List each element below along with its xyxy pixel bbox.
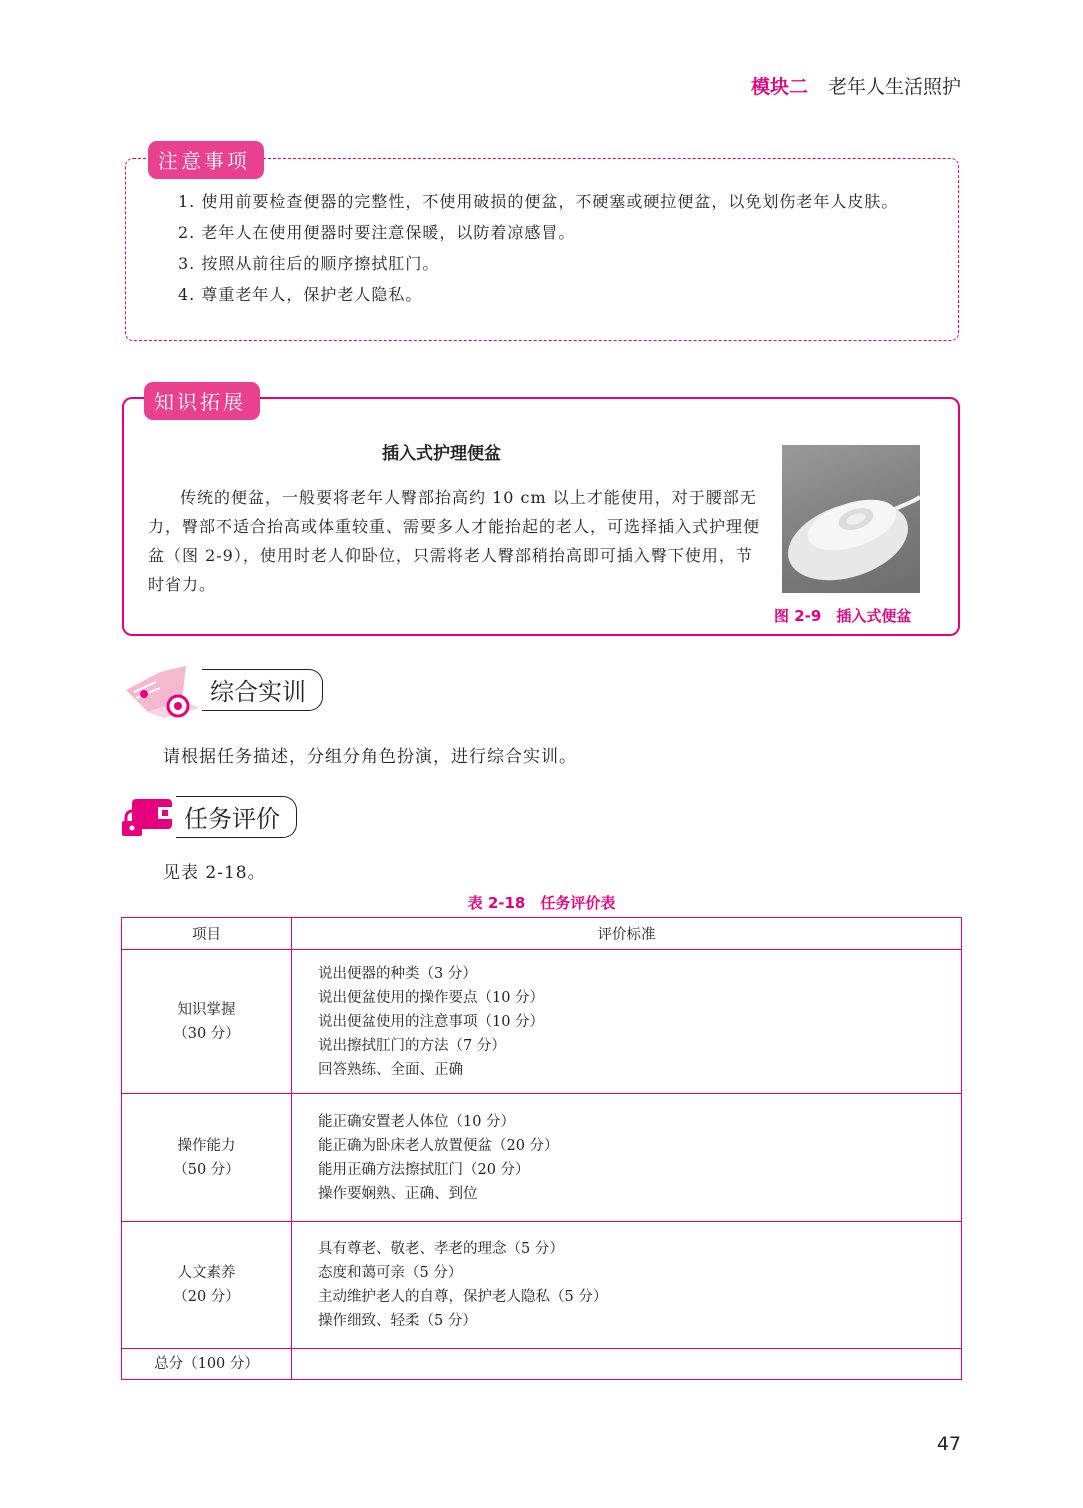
category-cell bbox=[122, 1094, 292, 1222]
total-label: 总分（100 分） bbox=[122, 1349, 292, 1380]
notice-item: 3. 按照从前往后的顺序擦拭肛门。 bbox=[178, 254, 440, 273]
knowledge-box bbox=[122, 390, 960, 636]
criterion: 说出擦拭肛门的方法（7 分） bbox=[318, 1037, 506, 1054]
category-name: 操作能力 bbox=[177, 1137, 236, 1154]
criterion: 说出便盆使用的注意事项（10 分） bbox=[318, 1013, 545, 1030]
notice-item: 4. 尊重老年人，保护老人隐私。 bbox=[178, 285, 423, 304]
notice-box bbox=[125, 149, 959, 341]
evaluation-table bbox=[121, 917, 962, 1380]
book-icon bbox=[120, 660, 206, 720]
knowledge-tag: 知识拓展 bbox=[144, 382, 260, 420]
category-name: 知识掌握 bbox=[177, 1001, 236, 1018]
table-header-row bbox=[122, 918, 962, 950]
criterion: 回答熟练、全面、正确 bbox=[318, 1061, 463, 1078]
section-heading-evaluation bbox=[120, 796, 297, 838]
criterion: 能正确安置老人体位（10 分） bbox=[318, 1113, 516, 1130]
table-row bbox=[122, 1094, 962, 1222]
total-value bbox=[292, 1349, 962, 1380]
criterion: 具有尊老、敬老、孝老的理念（5 分） bbox=[318, 1241, 564, 1257]
figure-caption: 图 2-9 插入式便盆 bbox=[774, 607, 912, 625]
notice-body bbox=[146, 186, 944, 310]
table-row bbox=[122, 1222, 962, 1349]
criteria-cell bbox=[292, 950, 962, 1094]
category-score: （30 分） bbox=[173, 1025, 240, 1042]
category-cell bbox=[122, 1222, 292, 1349]
header-title: 老年人生活照护 bbox=[827, 76, 961, 98]
criterion: 说出便器的种类（3 分） bbox=[318, 965, 477, 982]
criterion: 能正确为卧床老人放置便盆（20 分） bbox=[318, 1137, 559, 1154]
category-score: （50 分） bbox=[173, 1161, 240, 1178]
table-total-row bbox=[122, 1349, 962, 1380]
wallet-lock-icon bbox=[120, 797, 180, 837]
bedpan-photo bbox=[782, 445, 920, 593]
notice-item: 2. 老年人在使用便器时要注意保暖，以防着凉感冒。 bbox=[178, 223, 576, 242]
category-name: 人文素养 bbox=[177, 1265, 236, 1281]
category-score: （20 分） bbox=[173, 1289, 240, 1305]
notice-item: 1. 使用前要检查便器的完整性，不使用破损的便盆，不硬塞或硬拉便盆，以免划伤老年人皮肤。 bbox=[178, 192, 899, 211]
header-cell-item: 项目 bbox=[122, 918, 292, 950]
criterion: 态度和蔼可亲（5 分） bbox=[318, 1265, 463, 1281]
training-text: 请根据任务描述，分组分角色扮演，进行综合实训。 bbox=[163, 747, 577, 767]
criterion: 操作要娴熟、正确、到位 bbox=[318, 1185, 478, 1202]
section-heading-training bbox=[120, 660, 323, 720]
criterion: 说出便盆使用的操作要点（10 分） bbox=[318, 989, 545, 1006]
criteria-cell bbox=[292, 1094, 962, 1222]
criteria-cell bbox=[292, 1222, 962, 1349]
criterion: 操作细致、轻柔（5 分） bbox=[318, 1313, 477, 1329]
header-cell-criteria: 评价标准 bbox=[292, 918, 962, 950]
table-row bbox=[122, 950, 962, 1094]
knowledge-title: 插入式护理便盆 bbox=[382, 444, 501, 464]
header-module: 模块二 bbox=[750, 76, 808, 98]
evaluation-text: 见表 2-18。 bbox=[163, 863, 266, 883]
category-cell bbox=[122, 950, 292, 1094]
notice-tag: 注意事项 bbox=[148, 141, 264, 179]
criterion: 主动维护老人的自尊，保护老人隐私（5 分） bbox=[318, 1289, 608, 1305]
page-number: 47 bbox=[936, 1433, 961, 1455]
running-header bbox=[751, 72, 961, 99]
section-title: 任务评价 bbox=[176, 796, 297, 838]
table-caption: 表 2-18 任务评价表 bbox=[467, 894, 616, 912]
section-title: 综合实训 bbox=[202, 669, 323, 711]
criterion: 能用正确方法擦拭肛门（20 分） bbox=[318, 1161, 530, 1178]
knowledge-text: 传统的便盆，一般要将老年人臀部抬高约 10 cm 以上才能使用，对于腰部无力，臀部不适合抬高或体重较重、需要多人才能抬起的老人，可选择插入式护理便盆（图 2-9），使用时老人仰卧位，只需将老人臀部稍抬高即可插入臀下使用，节时省力。 bbox=[148, 488, 761, 594]
